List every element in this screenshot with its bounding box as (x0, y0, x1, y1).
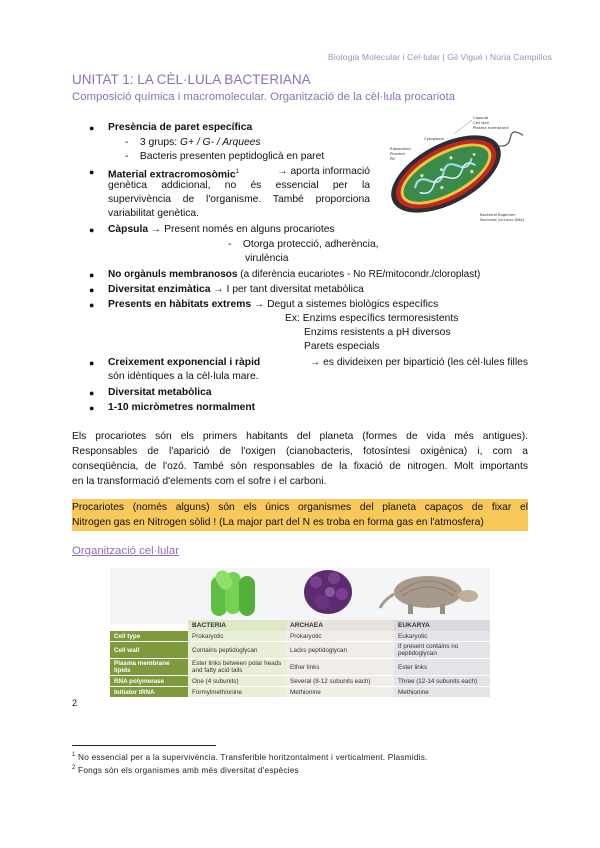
col-header: EUKARYA (394, 620, 490, 631)
list-item-text: variabilitat genètica. (108, 208, 200, 219)
footnote-divider (72, 745, 216, 746)
sub-item: - Bacteris presenten peptidoglicà en paret (125, 151, 325, 162)
list-item-text: genètica addicional, no és essencial per la (108, 180, 370, 191)
archaea-image (300, 566, 356, 618)
bullet-icon: ● (89, 285, 95, 295)
list-item: 1-10 micròmetres normalment (108, 402, 256, 413)
sub-item: virulència (245, 253, 289, 264)
diagram-label: Cytoplasm (424, 136, 445, 141)
sub-item: - Otorga protecció, adherència, (228, 239, 379, 250)
diagram-label: Plasma membrane (473, 125, 509, 130)
table-header-row (110, 620, 490, 631)
eukarya-image (378, 568, 486, 620)
bacteria-image (205, 566, 265, 618)
diagram-label: Capsule (473, 115, 489, 120)
list-item: Material extracromosòmic$^1$ → aporta informació (108, 166, 370, 181)
bullet-icon: ● (89, 300, 95, 310)
list-item-text: són idèntiques a la cèl·lula mare. (108, 371, 259, 382)
page-title: UNITAT 1: LA CÈL·LULA BACTERIANA (72, 72, 311, 87)
bacterial-cell-diagram (384, 112, 528, 230)
bullet-icon: ● (89, 225, 95, 235)
bullet-icon: ● (89, 358, 95, 368)
diagram-label: Pili (390, 156, 396, 161)
table-row: Initiator tRNA Formylmethionine Methionine Methionine (110, 687, 490, 698)
list-item: Creixement exponencial i ràpid → es divideixen per bipartició (les cèl·lules filles (108, 357, 528, 368)
diagram-label: Ribosomes (390, 146, 411, 151)
col-header: ARCHAEA (286, 620, 394, 631)
list-item: Presència de paret específica (108, 122, 253, 133)
footnote: $^2$ Fongs són els organismes amb més diversitat d'espècies (72, 765, 299, 775)
intro-paragraph: Els procariotes són els primers habitants del planeta (formes de vida més antigues). Responsables de l'aparició de l'oxigen (cianobacteris, fotosíntesi oxigènica) i, com a conseqüència, de l'ozó. També són responsables de la fixació de nitrogen. Molt importants en la transformació d'elements com el sofre i el carboni. (72, 431, 528, 487)
section-heading: Organització cel·lular (72, 545, 179, 557)
flagellum-shape (497, 129, 524, 148)
diagram-label: Nucleoid (circular DNA) (480, 217, 525, 222)
list-item-text: supervivència de l'organisme. També proporciona (108, 194, 370, 205)
bullet-icon: ● (89, 388, 95, 398)
diagram-label: Plasmid (390, 151, 405, 156)
bullet-icon: ● (89, 123, 95, 133)
list-item: No orgànuls membranosos (a diferència eucariotes - No RE/mitocondr./cloroplast) (108, 269, 481, 280)
page-subtitle: Composició química i macromolecular. Organització de la cèl·lula procariota (72, 91, 456, 103)
bullet-icon: ● (89, 270, 95, 280)
list-item: Presents en hàbitats extrems → Degut a sistemes biològics específics (108, 299, 439, 310)
example-line: Enzims resistents a pH diversos (304, 327, 451, 338)
footnote: $^1$ No essencial per a la supervivència. Transferible horitzontalment i verticalment. Plasmidis. (72, 752, 428, 762)
list-item: Càpsula → Present només en alguns procariotes (108, 224, 335, 235)
list-item: Diversitat metabòlica (108, 387, 212, 398)
highlighted-note: Procariotes (només alguns) són els únics organismes del planeta capaços de fixar el Nitrogen gas en Nitrogen sòlid ! (La major part del N es troba en forma gas en l'atmosfera) (72, 499, 528, 531)
table-row: Plasma membrane lipids Ester links between polar heads and fatty acid tails Ether links Ester links (110, 659, 490, 676)
example-line: Ex: Enzims específics termoresistents (285, 313, 459, 324)
example-line: Parets especials (304, 341, 380, 352)
sub-item: - 3 grups: G+ / G- / Arquees (125, 137, 261, 148)
bullet-icon: ● (89, 167, 95, 177)
table-row: Cell wall Contains peptidoglycan Lacks peptidoglycan If present contains no peptidoglycan (110, 642, 490, 659)
diagram-label: Cell wall (473, 120, 489, 125)
table-row: Cell type Prokaryotic Prokaryotic Eukaryotic (110, 631, 490, 642)
running-header: Biologia Molecular i Cel·lular | Gil Vigué i Núria Campillos (328, 52, 552, 62)
bullet-icon: ● (89, 403, 95, 413)
page-number: 2 (72, 698, 78, 708)
table-row: RNA polymerase One (4 subunits) Several (8-12 subunits each) Three (12-14 subunits each) (110, 676, 490, 687)
list-item: Diversitat enzimàtica → I per tant diversitat metabòlica (108, 284, 364, 295)
domains-table (110, 620, 490, 698)
diagram-label: Bacterial flagellum (480, 212, 516, 217)
col-header: BACTERIA (188, 620, 286, 631)
